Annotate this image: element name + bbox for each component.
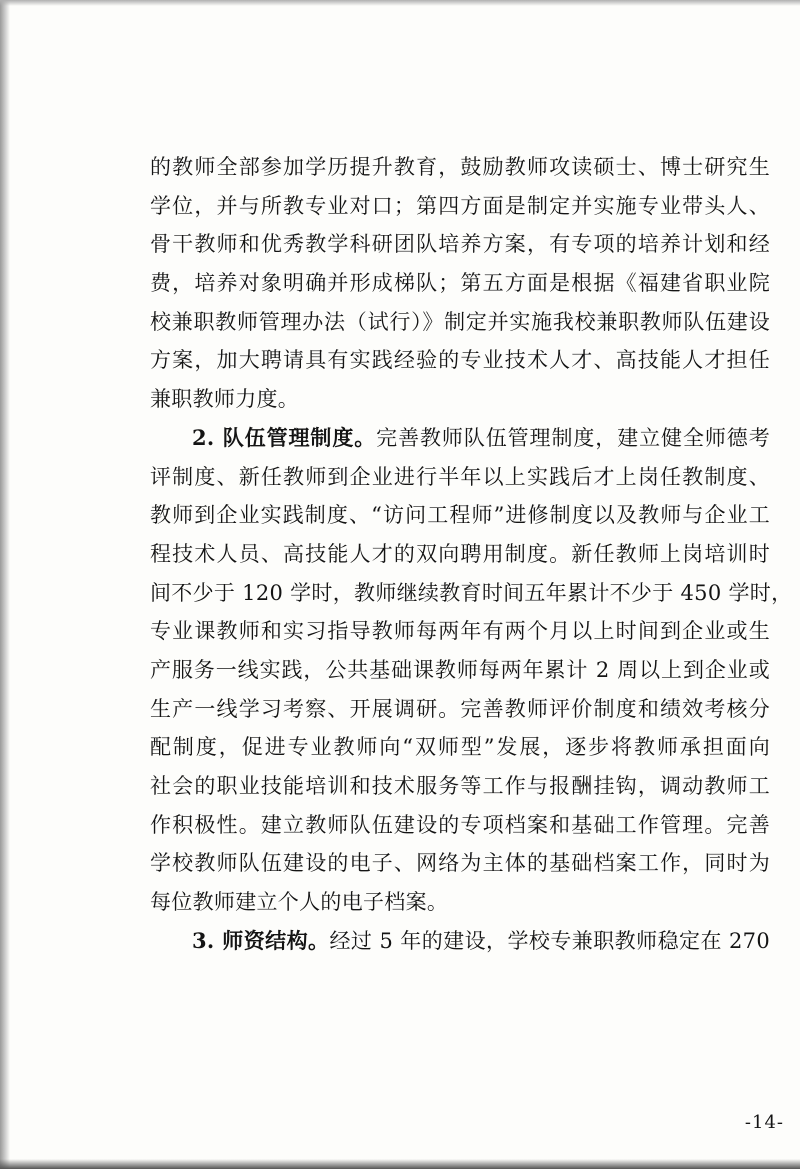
text-line: 方案，加大聘请具有实践经验的专业技术人才、高技能人才担任 — [150, 348, 770, 373]
text-line: 生产一线学习考察、开展调研。完善教师评价制度和绩效考核分 — [150, 696, 770, 721]
paragraph-team-management — [150, 419, 793, 922]
text-line: 配制度，促进专业教师向“双师型”发展，逐步将教师承担面向 — [150, 735, 770, 760]
text-line: 程技术人员、高技能人才的双向聘用制度。新任教师上岗培训时 — [150, 541, 770, 566]
text-line: 骨干教师和优秀教学科研团队培养方案，有专项的培养计划和经 — [150, 232, 770, 257]
text-line: 学位，并与所教专业对口；第四方面是制定并实施专业带头人、 — [150, 193, 770, 218]
text-line: 社会的职业技能培训和技术服务等工作与报酬挂钩，调动教师工 — [150, 774, 770, 798]
page-number: -14- — [744, 1112, 784, 1133]
scan-shadow-left — [0, 0, 10, 1169]
text-line: 的教师全部参加学历提升教育，鼓励教师攻读硕士、博士研究生 — [150, 155, 770, 179]
text-line: 校兼职教师管理办法（试行）》制定并实施我校兼职教师队伍建设 — [150, 309, 770, 334]
text-line: 每位教师建立个人的电子档案。 — [150, 890, 449, 915]
paragraph-continuation — [150, 148, 770, 419]
text-line: 兼职教师力度。 — [150, 387, 300, 412]
text-line: 教师到企业实践制度、“访问工程师”进修制度以及教师与企业工 — [150, 503, 770, 528]
text-line: 产服务一线实践，公共基础课教师每两年累计 2 周以上到企业或 — [150, 657, 770, 682]
text-line: 作积极性。建立教师队伍建设的专项档案和基础工作管理。完善 — [150, 812, 770, 837]
scan-shadow-top — [0, 0, 800, 6]
text-run: 经过 5 年的建设，学校专兼职教师稳定在 270 — [329, 928, 770, 953]
paragraph-faculty-structure — [150, 922, 770, 961]
body-text — [150, 148, 793, 960]
text-line: 费，培养对象明确并形成梯队；第五方面是根据《福建省职业院 — [150, 271, 770, 296]
text-line: 间不少于 120 学时，教师继续教育时间五年累计不少于 450 学时， — [150, 580, 793, 605]
text-line: 学校教师队伍建设的电子、网络为主体的基础档案工作，同时为 — [150, 851, 770, 876]
text-line: 评制度、新任教师到企业进行半年以上实践后才上岗任教制度、 — [150, 464, 770, 489]
text-line — [150, 419, 770, 458]
text-line — [150, 922, 770, 961]
section-heading: 2. 队伍管理制度。 — [192, 424, 377, 450]
text-run: 完善教师队伍管理制度，建立健全师德考 — [376, 425, 770, 450]
text-line: 专业课教师和实习指导教师每两年有两个月以上时间到企业或生 — [150, 619, 770, 644]
scan-shadow-bottom — [0, 1159, 800, 1169]
section-heading: 3. 师资结构。 — [192, 927, 330, 953]
